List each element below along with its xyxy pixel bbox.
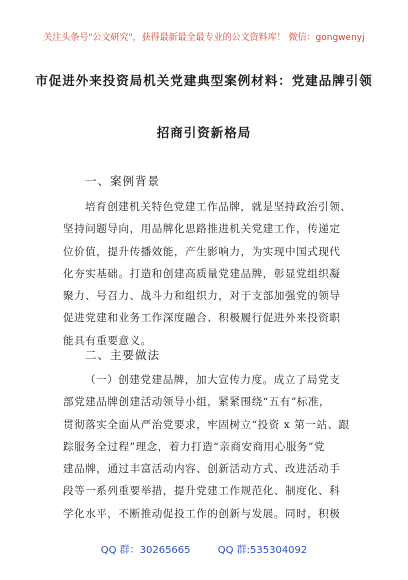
paragraph-line: 踪服务全过程”理念，着力打造“亲商安商用心服务”党 [63, 440, 326, 453]
header-note: 关注头条号"公文研究"，获得最新最全最专业的公文资料库！ 微信：gongwenyj [43, 33, 365, 43]
footer-qq-group-2: QQ 群:535304092 [217, 545, 308, 556]
paragraph-line: 坚持问题导向，用品牌化思路推进机关党建工作，传递定 [63, 223, 341, 236]
paragraph-line: 段等一系列重要举措，提升党建工作规范化、制度化、科 [63, 485, 341, 498]
section-heading-background: 一、案例背景 [85, 174, 160, 188]
footer [0, 541, 408, 556]
section-heading-practices: 二、主要做法 [85, 348, 160, 362]
section-practices-body [63, 369, 363, 525]
footer-qq-group-1: QQ 群：30265665 [100, 545, 191, 556]
section-background-body [63, 196, 363, 352]
document-title-continued: 招商引资新格局 [156, 125, 252, 140]
paragraph-line: 部党建品牌创建活动领导小组，紧紧围绕“五有”标准， [63, 396, 331, 409]
paragraph-line: 能具有重要意义。 [63, 334, 152, 347]
document-title: 市促进外来投资局机关党建典型案例材料：党建品牌引领 [35, 73, 373, 88]
paragraph-line: 聚力、号召力、战斗力和组织力，对于支部加强党的领导 [63, 290, 341, 303]
paragraph-line: 贯彻落实全面从严治党要求，牢固树立“投资 x 第一站、跟 [63, 418, 350, 431]
paragraph-line: 位价值，提升传播效能，产生影响力，为实现中国式现代 [63, 245, 341, 258]
paragraph-line: 培育创建机关特色党建工作品牌，就是坚持政治引领、 [85, 201, 352, 213]
paragraph-line: 化夯实基础。打造和创建高质量党建品牌，彰显党组织凝 [63, 267, 341, 280]
paragraph-line: 促进党建和业务工作深度融合、积极履行促进外来投资职 [63, 312, 341, 325]
paragraph-line: 学化水平，不断推动促投工作的创新与发展。同时，积极 [63, 507, 341, 520]
paragraph-line: （一）创建党建品牌，加大宣传力度。成立了局党支 [85, 374, 341, 386]
paragraph-line: 建品牌，通过丰富活动内容、创新活动方式、改进活动手 [63, 463, 341, 476]
